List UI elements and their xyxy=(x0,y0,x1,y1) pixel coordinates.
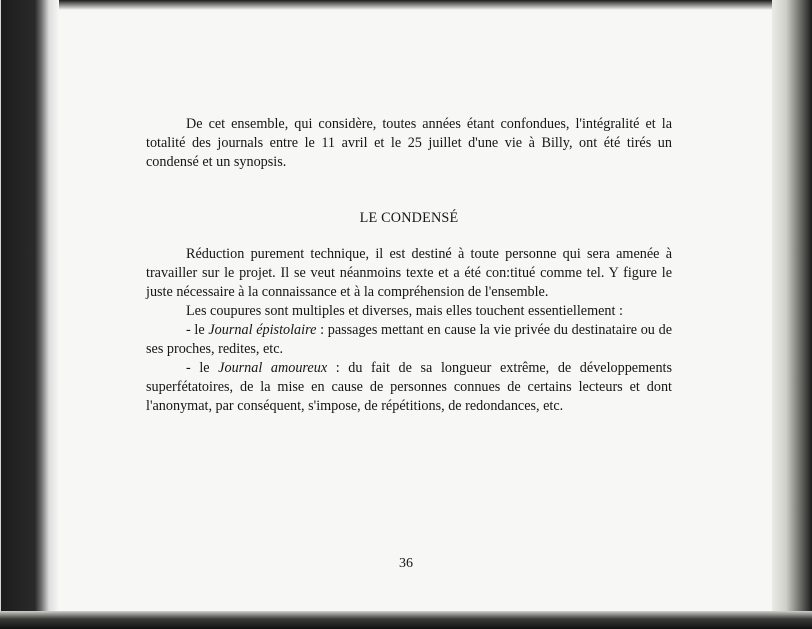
right-page-edge xyxy=(772,0,812,629)
page-gutter xyxy=(1,0,59,611)
list-prefix: - le xyxy=(186,360,219,376)
page-number: 36 xyxy=(399,556,413,571)
top-shadow xyxy=(1,0,789,10)
paragraph-reduction: Réduction purement technique, il est destiné à toute personne qui sera amenée à travailler sur le projet. Il se veut néanmoins texte et a été con:titué comme tel. Y figure le juste nécessaire à la connaissance et à la compréhension de l'ensemble. xyxy=(146,246,672,300)
list-text: : passages mettant en cause la vie privée du destinataire ou de ses proches, redites, etc. xyxy=(146,322,672,357)
list-text: : du fait de sa longueur extrême, de développements superfétatoires, de la mise en cause de personnes connues de certains lecteurs et dont l'anonymat, par conséquent, s'impose, de répétitions, de redondances, etc. xyxy=(146,360,672,414)
list-item-epistolaire xyxy=(146,321,672,359)
bottom-page-edge xyxy=(0,611,812,629)
list-title: Journal épistolaire xyxy=(208,322,317,338)
section-heading: LE CONDENSÉ xyxy=(359,210,459,226)
paragraph-cuts: Les coupures sont multiples et diverses, mais elles touchent essentiellement : xyxy=(186,303,623,319)
list-prefix: - le xyxy=(186,322,209,338)
page-text xyxy=(146,115,672,416)
list-title: Journal amoureux xyxy=(218,360,328,376)
paragraph-intro: De cet ensemble, qui considère, toutes années étant confondues, l'intégralité et la totalité des journals entre le 11 avril et le 25 juillet d'une vie à Billy, ont été tirés un condensé et un synopsis. xyxy=(146,116,672,170)
list-item-amoureux xyxy=(146,359,672,416)
